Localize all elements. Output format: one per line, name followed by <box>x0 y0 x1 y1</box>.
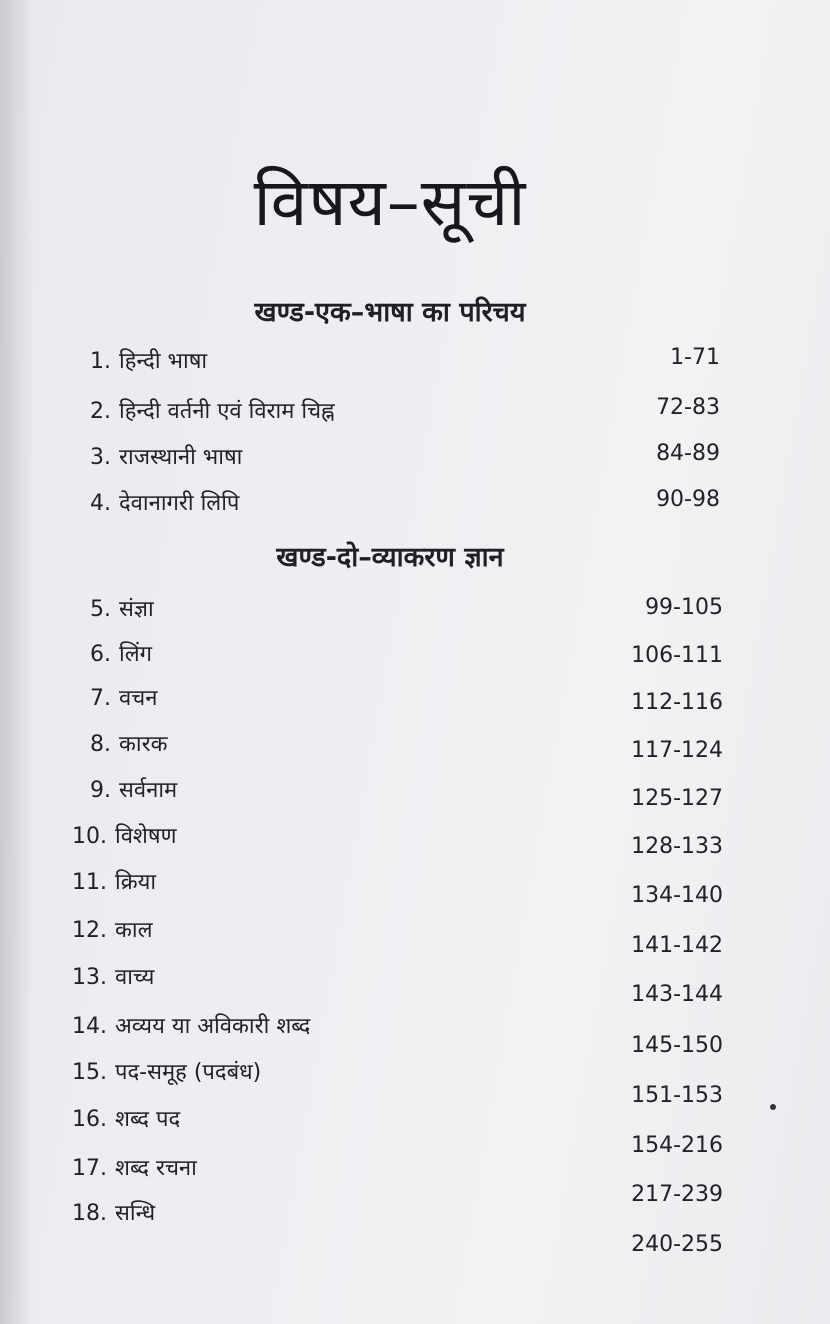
entry-title: राजस्थानी भाषा <box>119 445 243 470</box>
entry-number: 14. <box>72 1014 107 1039</box>
entry-number: 17. <box>72 1156 107 1181</box>
entry-pages: 128-133 <box>631 834 723 859</box>
entry-number: 13. <box>72 965 107 990</box>
entry-pages: 125-127 <box>631 786 723 811</box>
toc-entry-15 <box>72 1056 261 1086</box>
entry-pages: 145-150 <box>631 1033 723 1058</box>
entry-title: काल <box>115 918 153 943</box>
entry-title: वचन <box>119 686 158 711</box>
toc-entry-12 <box>72 914 153 944</box>
entry-pages: 151-153 <box>631 1083 723 1108</box>
entry-pages: 141-142 <box>631 933 723 958</box>
toc-entry-17 <box>72 1152 197 1182</box>
entry-title: क्रिया <box>115 870 157 895</box>
entry-number: 1. <box>90 349 111 374</box>
toc-entry-1 <box>90 345 207 375</box>
entry-number: 4. <box>90 491 111 516</box>
entry-pages: 72-83 <box>656 395 720 420</box>
entry-number: 5. <box>90 597 111 622</box>
toc-entry-3 <box>90 441 242 471</box>
toc-entry-18 <box>72 1197 155 1227</box>
toc-entry-8 <box>90 728 168 758</box>
toc-entry-10 <box>72 820 177 850</box>
toc-entry-5 <box>90 593 154 623</box>
entry-pages: 134-140 <box>631 883 723 908</box>
toc-entry-9 <box>90 774 177 804</box>
entry-title: अव्यय या अविकारी शब्द <box>115 1014 311 1039</box>
entry-title: शब्द पद <box>115 1107 181 1132</box>
entry-title: सन्धि <box>115 1201 156 1226</box>
entry-number: 9. <box>90 778 111 803</box>
entry-pages: 90-98 <box>656 487 720 512</box>
entry-title: हिन्दी भाषा <box>119 349 208 374</box>
entry-title: सर्वनाम <box>119 778 178 803</box>
entry-number: 8. <box>90 732 111 757</box>
toc-entry-13 <box>72 961 154 991</box>
entry-number: 11. <box>72 870 107 895</box>
entry-number: 12. <box>72 918 107 943</box>
toc-entry-2 <box>90 395 335 425</box>
entry-pages: 143-144 <box>631 982 723 1007</box>
section-heading-1: खण्ड-एक–भाषा का परिचय <box>254 297 526 328</box>
toc-entry-6 <box>90 638 152 668</box>
entry-title: शब्द रचना <box>115 1156 197 1181</box>
entry-title: विशेषण <box>115 824 177 849</box>
entry-pages: 240-255 <box>631 1232 723 1257</box>
entry-title: देवानागरी लिपि <box>119 491 240 516</box>
entry-title: संज्ञा <box>119 597 154 622</box>
entry-number: 2. <box>90 399 111 424</box>
entry-number: 7. <box>90 686 111 711</box>
entry-number: 10. <box>72 824 107 849</box>
entry-number: 3. <box>90 445 111 470</box>
toc-entry-7 <box>90 682 157 712</box>
toc-entry-14 <box>72 1010 310 1040</box>
entry-title: लिंग <box>119 642 153 667</box>
entry-pages: 112-116 <box>631 690 723 715</box>
entry-pages: 1-71 <box>670 345 720 370</box>
entry-title: पद-समूह (पदबंध) <box>115 1060 262 1085</box>
toc-entry-11 <box>72 866 156 896</box>
ink-speck <box>770 1104 776 1110</box>
entry-pages: 99-105 <box>645 595 723 620</box>
page-title: विषय–सूची <box>253 164 527 241</box>
entry-pages: 154-216 <box>631 1133 723 1158</box>
entry-pages: 217-239 <box>631 1182 723 1207</box>
entry-number: 16. <box>72 1107 107 1132</box>
entry-number: 18. <box>72 1201 107 1226</box>
toc-entry-16 <box>72 1103 180 1133</box>
toc-entry-4 <box>90 487 239 517</box>
section-heading-2: खण्ड-दो–व्याकरण ज्ञान <box>276 542 504 573</box>
entry-pages: 117-124 <box>631 738 723 763</box>
entry-title: हिन्दी वर्तनी एवं विराम चिह्न <box>119 399 335 424</box>
entry-title: वाच्य <box>115 965 155 990</box>
entry-pages: 106-111 <box>631 643 723 668</box>
entry-number: 6. <box>90 642 111 667</box>
entry-title: कारक <box>119 732 168 757</box>
entry-pages: 84-89 <box>656 441 720 466</box>
entry-number: 15. <box>72 1060 107 1085</box>
